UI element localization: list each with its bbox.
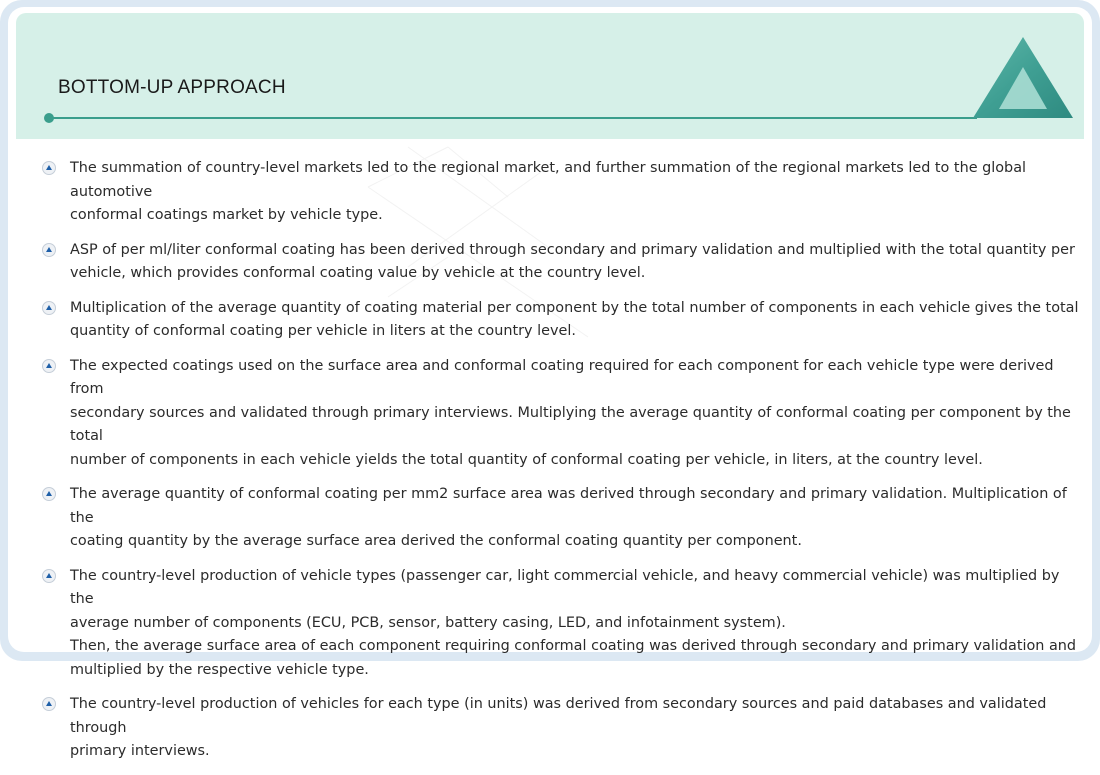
bullet-item <box>42 297 1082 344</box>
bullet-text-line: The country-level production of vehicle types (passenger car, light commercial vehicle, and heavy commercial vehicle) was multiplied by the <box>70 567 1060 607</box>
bullet-text-line: coating quantity by the average surface area derived the conformal coating quantity per component. <box>70 533 802 549</box>
page-title: BOTTOM-UP APPROACH <box>58 77 286 98</box>
bullet-item <box>42 693 1082 764</box>
triangle-bullet-icon <box>42 359 56 373</box>
bullet-text-line: number of components in each vehicle yields the total quantity of conformal coating per vehicle, in liters, at the country level. <box>70 451 983 468</box>
triangle-bullet-icon <box>42 243 56 257</box>
bullet-text-line: conformal coatings market by vehicle type. <box>70 207 383 223</box>
bullet-text-line: average number of components (ECU, PCB, sensor, battery casing, LED, and infotainment system). <box>70 614 786 631</box>
bullet-text-line: vehicle, which provides conformal coating value by vehicle at the country level. <box>70 265 646 281</box>
bullet-text-line: Multiplication of the average quantity of coating material per component by the total number of components in each vehicle gives the total <box>70 299 1079 316</box>
bullet-text-line: quantity of conformal coating per vehicle in liters at the country level. <box>70 323 576 339</box>
bullet-text-line: The expected coatings used on the surface area and conformal coating required for each component for each vehicle type were derived from <box>70 357 1054 397</box>
triangle-bullet-icon <box>42 697 56 711</box>
triangle-bullet-icon <box>42 487 56 501</box>
bullet-item <box>42 355 1082 473</box>
bullet-text-line: The summation of country-level markets led to the regional market, and further summation of the regional markets led to the global automotive <box>70 160 1027 200</box>
triangle-bullet-icon <box>42 301 56 315</box>
bullet-item <box>42 565 1082 683</box>
bullet-item <box>42 157 1082 228</box>
bullet-item <box>42 239 1082 286</box>
bullet-text-line: multiplied by the respective vehicle type. <box>70 661 369 678</box>
bullet-item <box>42 483 1082 554</box>
bullet-text-line: The average quantity of conformal coating per mm2 surface area was derived through secondary and primary validation. Multiplication of the <box>70 486 1067 526</box>
triangle-icon <box>971 35 1075 120</box>
bullet-text-line: secondary sources and validated through primary interviews. Multiplying the average quantity of conformal coating per component by the total <box>70 404 1071 444</box>
triangle-bullet-icon <box>42 161 56 175</box>
bullet-text-line: The country-level production of vehicles for each type (in units) was derived from secondary sources and paid databases and validated through <box>70 696 1047 736</box>
triangle-bullet-icon <box>42 569 56 583</box>
bullet-text-line: ASP of per ml/liter conformal coating has been derived through secondary and primary validation and multiplied with the total quantity per <box>70 241 1075 258</box>
header-divider <box>49 117 977 119</box>
approach-card <box>8 7 1092 759</box>
bullet-list <box>42 157 1082 775</box>
header-banner <box>16 13 1084 139</box>
bullet-text-line: Then, the average surface area of each component requiring conformal coating was derived through secondary and primary validation and <box>70 638 1077 654</box>
bullet-text-line: primary interviews. <box>70 743 210 759</box>
